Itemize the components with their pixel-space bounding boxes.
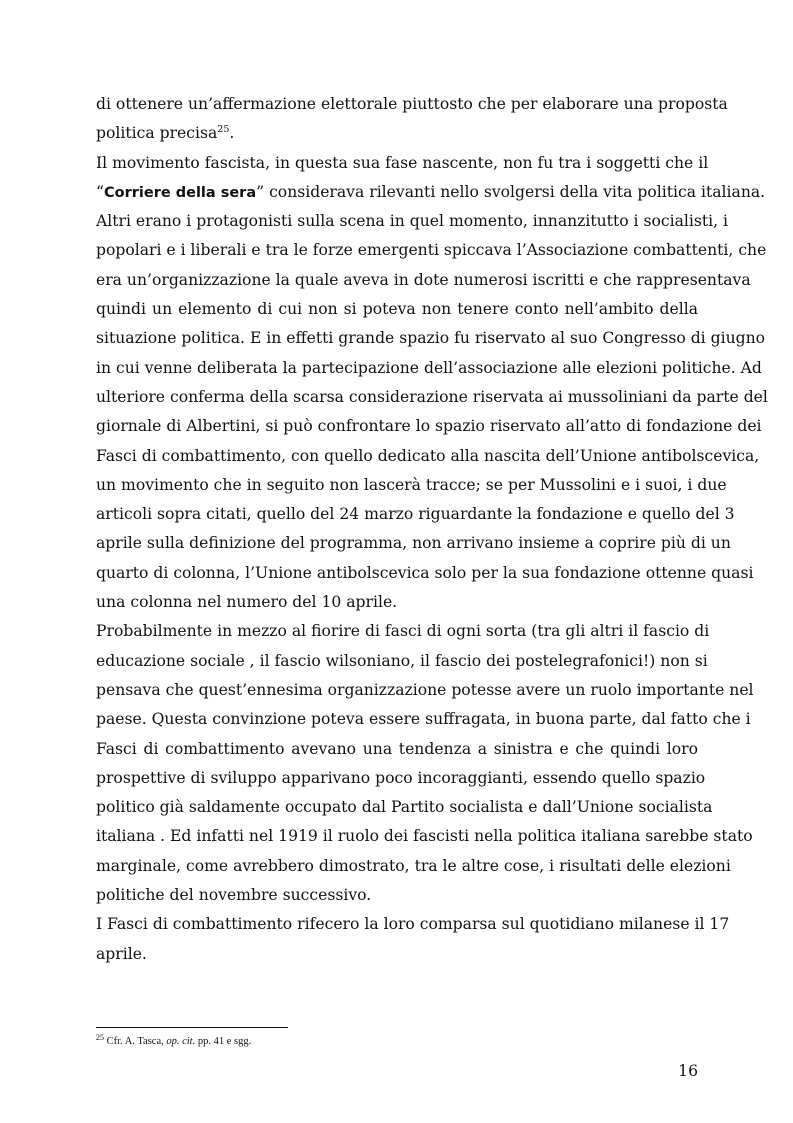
text-line: [96, 910, 730, 939]
text-line: [96, 266, 751, 295]
text: in cui venne deliberata la partecipazione dell’associazione alle elezioni politiche. Ad: [96, 358, 762, 377]
text-line: [96, 90, 728, 119]
text: Probabilmente in mezzo al fiorire di fasci di ogni sorta (tra gli altri il fascio di: [96, 622, 710, 641]
text: aprile sulla definizione del programma, non arrivano insieme a coprire più di un: [96, 534, 731, 553]
page-body: [96, 90, 768, 969]
text-line: [96, 705, 751, 734]
text-line: [96, 295, 698, 324]
footnote-text: pp. 41 e sgg.: [195, 1036, 252, 1047]
text: I Fasci di combattimento rifecero la loro comparsa sul quotidiano milanese il 17: [96, 915, 730, 934]
text-line: [96, 940, 698, 969]
text: una colonna nel numero del 10 aprile.: [96, 593, 398, 612]
text: .: [229, 124, 235, 143]
text-line: [96, 793, 713, 822]
page-number: 16: [678, 1062, 698, 1080]
text-line: [96, 324, 766, 353]
text: italiana . Ed infatti nel 1919 il ruolo dei fascisti nella politica italiana sarebbe stato: [96, 827, 753, 846]
text: Fasci di combattimento, con quello dedicato alla nascita dell’Unione antibolscevica,: [96, 446, 760, 465]
text-line: [96, 178, 766, 207]
text: pensava che quest’ennesima organizzazione potesse avere un ruolo importante nel: [96, 680, 754, 699]
text: aprile.: [96, 944, 147, 963]
text-line: [96, 471, 727, 500]
text-line: [96, 119, 698, 148]
text: era un’organizzazione la quale aveva in dote numerosi iscritti e che rappresentava: [96, 270, 751, 289]
text: politico già saldamente occupato dal Partito socialista e dall’Unione socialista: [96, 798, 713, 817]
text: politica precisa: [96, 124, 218, 143]
text: ”: [256, 182, 265, 201]
text: popolari e i liberali e tra le forze emergenti spiccava l’Associazione combattenti, che: [96, 241, 767, 260]
text-line: [96, 764, 706, 793]
text-line: [96, 559, 754, 588]
text-line: [96, 588, 698, 617]
text: prospettive di sviluppo apparivano poco incoraggianti, essendo quello spazio: [96, 768, 706, 787]
text-line: [96, 149, 709, 178]
text-line: [96, 881, 698, 910]
text-line: [96, 412, 762, 441]
text: quarto di colonna, l’Unione antibolscevica solo per la sua fondazione ottenne quasi: [96, 563, 754, 582]
text: educazione sociale , il fascio wilsoniano, il fascio dei postelegrafonici!) non si: [96, 651, 708, 670]
text: Il movimento fascista, in questa sua fase nascente, non fu tra i soggetti che il: [96, 153, 709, 172]
text: considerava rilevanti nello svolgersi della vita politica italiana.: [264, 182, 766, 201]
text: politiche del novembre successivo.: [96, 886, 372, 905]
text: Fasci di combattimento avevano una tendenza a sinistra e che quindi loro: [96, 739, 698, 758]
text-line: [96, 822, 753, 851]
newspaper-title: Corriere della sera: [103, 184, 257, 201]
text-line: [96, 442, 760, 471]
footnote-text: Cfr. A. Tasca,: [104, 1036, 167, 1047]
text-line: [96, 617, 710, 646]
text: di ottenere un’affermazione elettorale piuttosto che per elaborare una proposta: [96, 95, 728, 113]
text: ulteriore conferma della scarsa considerazione riservata ai mussoliniani da parte del: [96, 387, 768, 406]
text-line: [96, 676, 754, 705]
text-line: [96, 383, 768, 412]
text-line: [96, 529, 731, 558]
text-line: [96, 852, 731, 881]
text-line: [96, 236, 767, 265]
footnote-italic: op. cit.: [166, 1036, 196, 1047]
text: situazione politica. E in effetti grande spazio fu riservato al suo Congresso di giugno: [96, 329, 766, 348]
text-line: [96, 735, 698, 764]
footnote: [96, 1035, 251, 1049]
text: un movimento che in seguito non lascerà tracce; se per Mussolini e i suoi, i due: [96, 475, 727, 494]
text: Altri erano i protagonisti sulla scena in quel momento, innanzitutto i socialisti, i: [96, 212, 729, 231]
text: articoli sopra citati, quello del 24 marzo riguardante la fondazione e quello del 3: [96, 505, 735, 524]
text: quindi un elemento di cui non si poteva non tenere conto nell’ambito della: [96, 300, 698, 319]
text-line: [96, 500, 735, 529]
text: marginale, come avrebbero dimostrato, tra le altre cose, i risultati delle elezioni: [96, 856, 731, 875]
footnote-separator: [96, 1027, 288, 1028]
footnote-ref[interactable]: 25: [217, 124, 230, 136]
text: giornale di Albertini, si può confrontare lo spazio riservato all’atto di fondazione dei: [96, 417, 762, 436]
text-line: [96, 207, 729, 236]
text: paese. Questa convinzione poteva essere suffragata, in buona parte, dal fatto che i: [96, 710, 751, 729]
text-line: [96, 354, 762, 383]
footnote-number: 25: [96, 1033, 104, 1042]
text: “: [96, 182, 104, 201]
text-line: [96, 647, 708, 676]
